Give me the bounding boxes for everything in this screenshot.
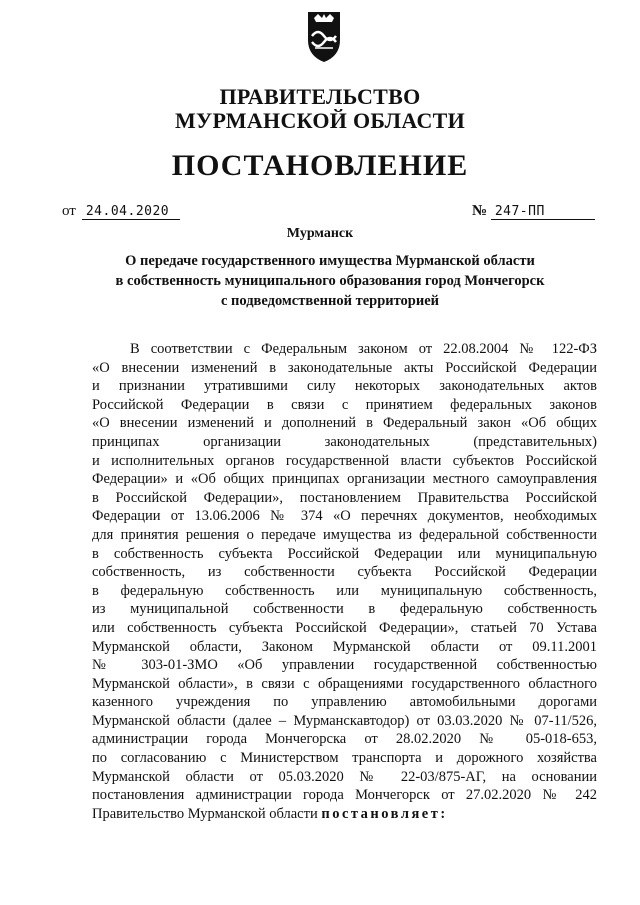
body-line: из муниципальной собственности в федеральную собственность	[92, 601, 597, 618]
body-line: в федеральную собственность или муниципальную собственность,	[92, 582, 597, 599]
body-line: в собственность субъекта Российской Федерации или муниципальную	[92, 545, 597, 562]
body-line: Федерации от 13.06.2006 № 374 «О перечнях документов, необходимых	[92, 508, 597, 525]
body-line: «О внесении изменений в законодательные акты Российской Федерации	[92, 359, 597, 376]
body-line: казенного учреждения по управлению автомобильными дорогами	[92, 694, 597, 711]
org-name-line2: МУРМАНСКОЙ ОБЛАСТИ	[174, 108, 466, 133]
subject-line: О передаче государственного имущества Мурманской области	[125, 253, 535, 269]
document-body	[92, 340, 597, 823]
body-line: Российской Федерации в связи с принятием федеральных законов	[92, 396, 597, 413]
body-line: в Российской Федерации», постановлением Правительства Российской	[92, 489, 597, 506]
body-line: постановления администрации города Мончегорск от 27.02.2020 № 242	[92, 787, 597, 804]
coat-of-arms-icon	[302, 8, 346, 64]
document-date	[62, 203, 180, 220]
subject-line: с подведомственной территорией	[220, 293, 440, 309]
document-number	[472, 203, 595, 220]
body-line: Мурманской области, Законом Мурманской области от 09.11.2001	[92, 638, 597, 655]
final-line-prefix: Правительство Мурманской области	[92, 805, 322, 822]
body-line: В соответствии с Федеральным законом от 22.08.2004 № 122-ФЗ	[130, 341, 597, 357]
document-type-title: ПОСТАНОВЛЕНИЕ	[171, 149, 469, 182]
body-line: администрации города Мончегорска от 28.02.2020 № 05-018-653,	[92, 731, 597, 748]
org-name-line1: ПРАВИТЕЛЬСТВО	[219, 84, 421, 109]
document-subject	[80, 251, 580, 311]
body-line: и признании утратившими силу некоторых законодательных актов	[92, 378, 597, 395]
body-line: по согласованию с Министерством транспорта и дорожного хозяйства	[92, 750, 597, 767]
body-line: № 303-01-ЗМО «Об управлении государственной собственностью	[92, 657, 597, 674]
city-name: Мурманск	[286, 226, 354, 241]
number-label: №	[472, 203, 488, 219]
date-label: от	[62, 203, 76, 219]
body-line: «О внесении изменений и дополнений в Федеральный закон «Об общих	[92, 415, 597, 432]
body-line: принципах организации законодательных (представительных)	[92, 433, 597, 450]
resolution-verb: постановляет:	[321, 805, 448, 822]
date-value: 24.04.2020	[82, 204, 180, 220]
body-line: собственность, из собственности субъекта Российской Федерации	[92, 564, 597, 581]
subject-line: в собственность муниципального образования город Мончегорск	[115, 273, 545, 289]
body-line: или собственность субъекта Российской Федерации», статьей 70 Устава	[92, 619, 597, 636]
body-final-line	[92, 805, 597, 824]
body-line: и исполнительных органов государственной власти субъектов Российской	[92, 452, 597, 469]
body-line: Мурманской области (далее – Мурманскавтодор) от 03.03.2020 № 07-11/526,	[92, 712, 597, 729]
body-line: для принятия решения о передаче имущества из федеральной собственности	[92, 526, 597, 543]
body-line: Мурманской области», в связи с обращениями государственного областного	[92, 675, 597, 692]
body-line: Федерации» и «Об общих принципах организации местного самоуправления	[92, 471, 597, 488]
number-value: 247-ПП	[491, 204, 595, 220]
body-line: Мурманской области от 05.03.2020 № 22-03/875-АГ, на основании	[92, 768, 597, 785]
